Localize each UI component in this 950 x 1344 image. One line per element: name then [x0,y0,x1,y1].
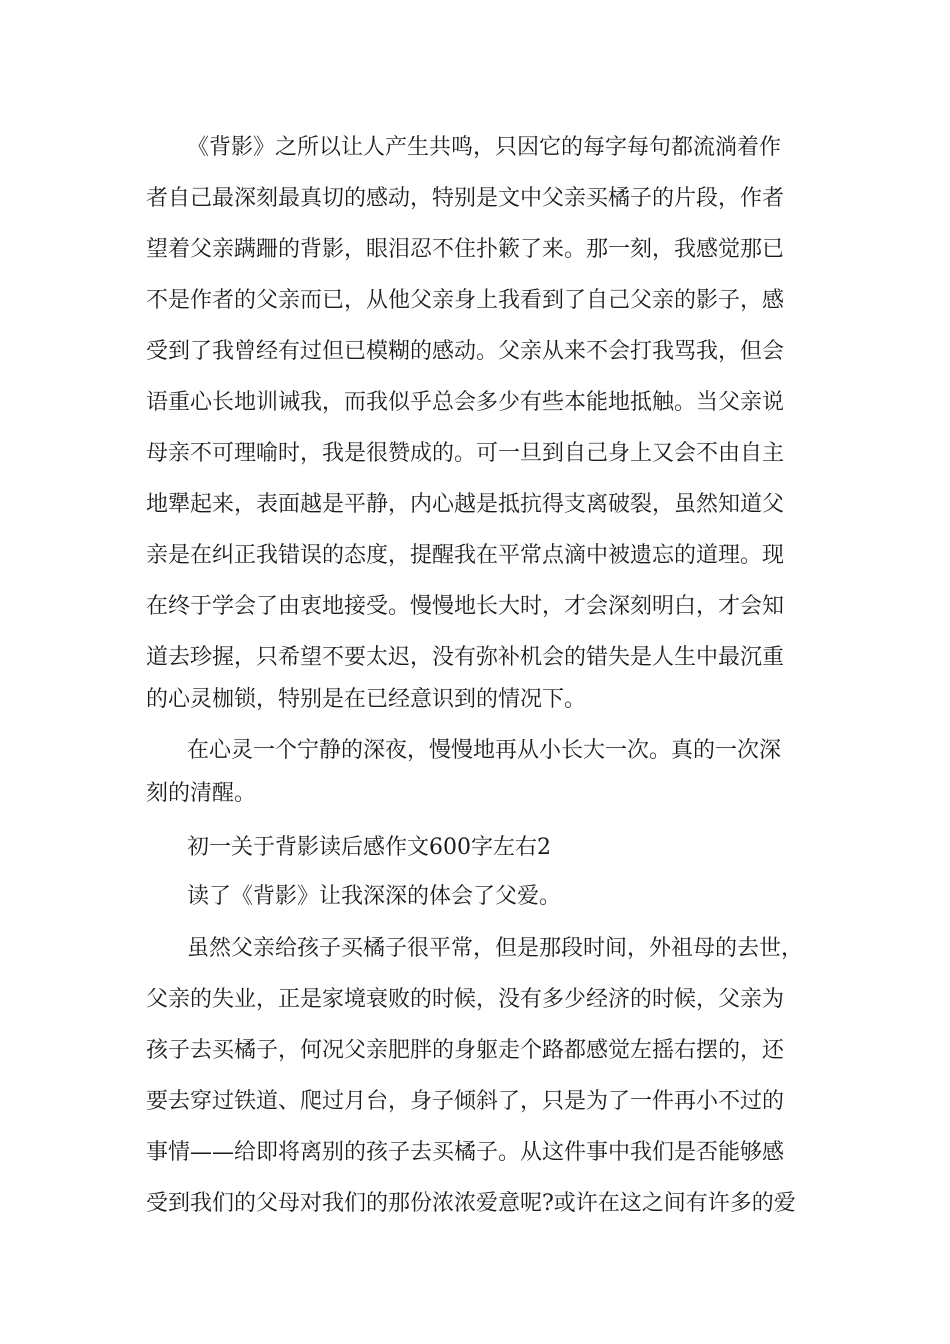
paragraph-1-line-7: 母亲不可理喻时，我是很赞成的。可一旦到自己身上又会不由自主 [146,441,785,466]
paragraph-1-line-5: 受到了我曾经有过但已模糊的感动。父亲从来不会打我骂我，但会 [146,339,785,364]
paragraph-4-line-4: 要去穿过铁道、爬过月台，身子倾斜了，只是为了一件再小不过的 [146,1089,785,1114]
paragraph-1-line-2: 者自己最深刻最真切的感动，特别是文中父亲买橘子的片段，作者 [146,186,785,211]
paragraph-4-line-6: 受到我们的父母对我们的那份浓浓爱意呢?或许在这之间有许多的爱 [146,1191,796,1216]
essay-title: 初一关于背影读后感作文600字左右2 [187,835,551,860]
paragraph-4-line-2: 父亲的失业，正是家境衰败的时候，没有多少经济的时候，父亲为 [146,987,785,1012]
paragraph-1-line-6: 语重心长地训诫我，而我似乎总会多少有些本能地抵触。当父亲说 [146,390,785,415]
paragraph-1-line-3: 望着父亲蹒跚的背影，眼泪忍不住扑簌了来。那一刻，我感觉那已 [146,237,785,262]
paragraph-4-line-5: 事情——给即将离别的孩子去买橘子。从这件事中我们是否能够感 [146,1140,785,1165]
paragraph-1-line-8: 地犟起来，表面越是平静，内心越是抵抗得支离破裂，虽然知道父 [146,492,785,517]
paragraph-2-line-1: 在心灵一个宁静的深夜，慢慢地再从小长大一次。真的一次深 [187,738,782,763]
paragraph-2-line-2: 刻的清醒。 [146,781,257,806]
paragraph-1-line-10: 在终于学会了由衷地接受。慢慢地长大时，才会深刻明白，才会知 [146,594,785,619]
paragraph-4-line-1: 虽然父亲给孩子买橘子很平常，但是那段时间，外祖母的去世， [187,936,804,961]
paragraph-1-line-11: 道去珍握，只希望不要太迟，没有弥补机会的错失是人生中最沉重 [146,645,785,670]
paragraph-3-line-1: 读了《背影》让我深深的体会了父爱。 [187,884,562,909]
paragraph-1-line-9: 亲是在纠正我错误的态度，提醒我在平常点滴中被遗忘的道理。现 [146,543,785,568]
paragraph-1-line-12: 的心灵枷锁，特别是在已经意识到的情况下。 [146,687,587,712]
paragraph-1-line-4: 不是作者的父亲而已，从他父亲身上我看到了自己父亲的影子，感 [146,288,785,313]
paragraph-4-line-3: 孩子去买橘子，何况父亲肥胖的身躯走个路都感觉左摇右摆的，还 [146,1038,785,1063]
paragraph-1-line-1: 《背影》之所以让人产生共鸣，只因它的每字每句都流淌着作 [187,135,782,160]
